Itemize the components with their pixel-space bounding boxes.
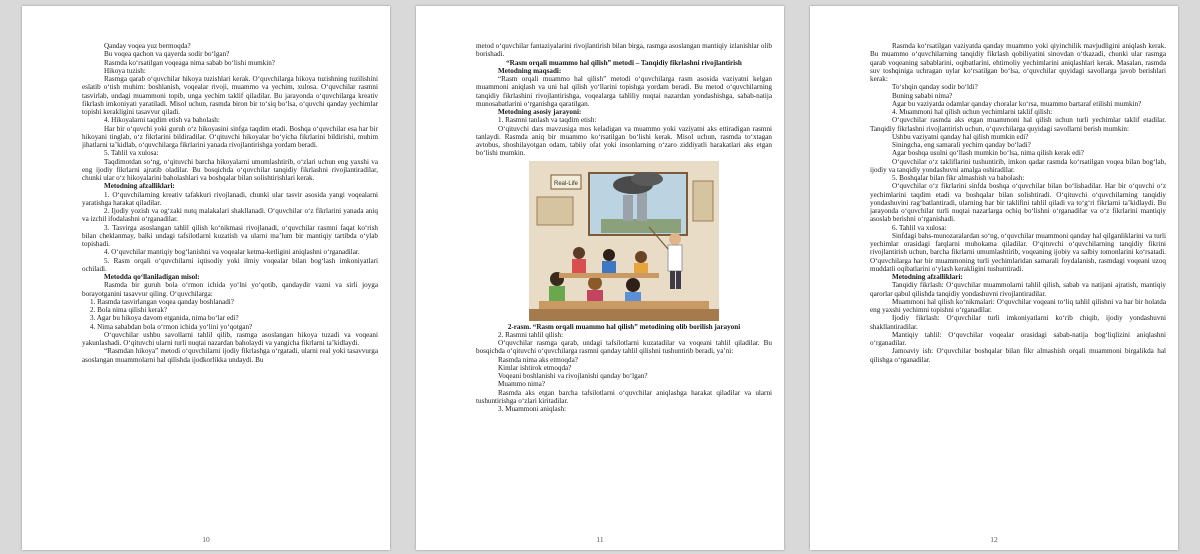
document-page-12 — [810, 6, 1178, 550]
page-text — [870, 42, 1166, 528]
section-heading: Metodning afzalliklari: — [104, 182, 175, 191]
paragraph: 1. O‘quvchilarning kreativ tafakkuri rivojlanadi, chunki ular tasvir asosida yangi voqealarni yaratishga harakat qiladilar. — [82, 190, 378, 207]
document-page-11 — [416, 6, 784, 550]
paragraph: To‘shqin qanday sodir bo‘ldi? — [892, 83, 978, 92]
paragraph: Bu voqea qachon va qayerda sodir bo‘lgan? — [104, 50, 230, 59]
paragraph: Hikoya tuzish: — [104, 66, 146, 75]
paragraph: Sinfdagi bahs-munozaralardan so‘ng, o‘quvchilar muammoni qanday hal qilganliklarini va turli yechimlar orasidagi farqlarni muhokama qiladilar. O‘qituvchi o‘quvchilarning tanqidiy fikrini rivojlantirish uchun, barcha fikrlarni umumlashtirib, voqeaning ijobiy va salbiy tomonlarini ko‘rsatadi. O‘quvchilarga har bir muammoning turli yechimlaridan samarali foydalanish, rasmdagi voqeani uzoq muddatli oqibatlarini o‘ylash kerakligini tushuntiradi. — [870, 231, 1166, 273]
paragraph: 3. Muammoni aniqlash: — [498, 405, 567, 413]
paragraph: Rasmga qarab o‘quvchilar hikoya tuzishlari kerak. O‘quvchilarga hikoya tuzishning tuzilishini eslatib o‘tish muhim: boshlanish, voqealar rivoji, muammo va yechim, xulosa. O‘quvchilar rasmni tasvirlab, undagi muammoni topib, unga yechim taklif qiladilar. Bu jarayonda o‘quvchilarga kreativ fikrlash imkoniyati yaratiladi. Misol uchun, rasmda biron bir to‘siq bo‘lsa, o‘quvchi qanday yechimlar topishi kerakligini tasavvur qiladi. — [82, 75, 378, 116]
paragraph: Ushbu vaziyatni qanday hal qilish mumkin edi? — [892, 132, 1029, 141]
paragraph: Muammo nima? — [498, 380, 545, 389]
paragraph: O‘quvchilar o‘z fikrlarini sinfda boshqa o‘quvchilar bilan bo‘lishadilar. Har bir o‘quvchi o‘z yechimlarini taqdim etadi va boshqalar bilan solishtiradi. O‘qituvchi o‘quvchilarning tanqidiy yondashuvini rag‘batlantiradi, ularning har bir taklifini tahlil qiladi va to‘g‘ri fikrlarni ta’kidlaydi. Bu jarayonda o‘quvchilar turli nuqtai nazarlarga ochiq bo‘lishni o‘rganadilar va o‘z fikrlarini mantiqiy asoslab berishni o‘rganishadi. — [870, 182, 1166, 224]
paragraph: 1. Rasmni tanlash va taqdim etish: — [498, 116, 597, 125]
page-text — [82, 42, 378, 528]
paragraph: 4. Nima sababdan bola o‘rmon ichida yo‘lini yo‘qotgan? — [90, 322, 253, 331]
paragraph: Mantiqiy tahlil: O‘quvchilar voqealar orasidagi sabab-natija bog‘liqlizini aniqlashni o‘rganadilar. — [870, 330, 1166, 347]
paragraph: Har bir o‘quvchi yoki guruh o‘z hikoyasini sinfga taqdim etadi. Boshqa o‘quvchilar esa har bir hikoyani tinglab, o‘z fikrlarini bildiradilar. O‘qituvchi hikoyalar bo‘yicha fikrlarini bildirishi, muhim jihatlarni ta’kidlab, o‘quvchilarga fikrlarini yanada rivojlantirishga yordam beradi. — [82, 124, 378, 149]
paragraph: Rasmda bir guruh bola o‘rmon ichida yo‘lni yo‘qotib, qandaydir vazni va sirli joyga borayotganini tasavvur qiling. O‘quvchilarga: — [82, 281, 378, 298]
paragraph: Rasmda ko‘rsatilgan voqeaga nima sabab bo‘lishi mumkin? — [104, 58, 275, 67]
paragraph: Qanday voqea yuz bermoqda? — [104, 42, 191, 50]
paragraph: O‘quvchilar rasmga qarab, undagi tafsilotlarni kuzatadilar va voqeani tahlil qiladilar. Bu bosqichda o‘qituvchi o‘quvchilarga rasmni qanday tahlil qilishni tushuntirib beradi, ya’ni: — [476, 339, 772, 356]
paragraph: 3. Agar bu hikoya davom etganida, nima bo‘lar edi? — [90, 314, 239, 323]
paragraph: 5. Tahlil va xulosa: — [104, 149, 159, 158]
paragraph: 2. Ijodiy yozish va og‘zaki nutq malakalari shakllanadi. O‘quvchilar o‘z fikrlarini yanada aniq va izchil ifodalashni o‘rganadilar. — [82, 207, 378, 224]
paragraph: 1. Rasmda tasvirlangan voqea qanday boshlanadi? — [90, 297, 234, 306]
section-heading: Metodda qo‘llaniladigan misol: — [104, 273, 200, 281]
paragraph: Siningcha, eng samarali yechim qanday bo‘ladi? — [892, 141, 1031, 149]
section-heading: Metodning afzalliklari: — [892, 273, 963, 281]
paragraph: Taqdimotdan so‘ng, o‘qituvchi barcha hikoyalarni umumlashtirib, o‘zlari uchun eng yaxshi va eng ijodiy fikrlarni ajratib oladilar. Bu bosqichda o‘quvchilar tanqidiy fikrlashni rivojlantiradilar, chunki ular o‘z hikoyalarini baholashlari va boshqalar bilan solishtirishlari kerak. — [82, 157, 378, 182]
paragraph: Agar bu vaziyatda odamlar qanday choralar ko‘rsa, muammo bartaraf etilishi mumkin? — [892, 99, 1142, 108]
page-number: 10 — [202, 535, 210, 544]
paragraph: 4. O‘quvchilar mantiqiy bog‘lanishni va voqealar ketma-ketligini aniqlashni o‘rganadilar. — [104, 248, 360, 257]
paragraph: Agar boshqa usulni qo‘llash mumkin bo‘lsa, nima qilish kerak edi? — [892, 149, 1084, 158]
sign-text: Real-Life — [553, 180, 579, 187]
document-page-10 — [22, 6, 390, 550]
paragraph: 4. Muammoni hal qilish uchun yechimlarni taklif qilish: — [892, 108, 1053, 116]
paragraph: O‘qituvchi dars mavzusiga mos keladigan va muammo yoki vaziyatni aks ettiradigan rasmni tanlaydi. Rasmda aniq bir muammo ko‘rsatilgan bo‘lishi kerak. Misol uchun, rasmda to‘xtagan avtobus, shoshilayotgan odam, tabiiy ofat yoki insonlarning o‘zaro ziddiyatli harakatlari aks etgan bo‘lishi mumkin. — [476, 124, 772, 158]
paragraph: Rasmda aks etgan barcha tafsilotlarni o‘quvchilar aniqlashga harakat qiladilar va ularni tushuntirishga o‘zlari kiritadilar. — [476, 388, 772, 405]
page-text — [476, 42, 772, 528]
paragraph: 2. Rasmni tahlil qilish: — [498, 330, 564, 339]
paragraph: Kimlar ishtirok etmoqda? — [498, 363, 572, 372]
section-heading: Metodning asosiy jarayoni: — [498, 108, 582, 116]
paragraph: 4. Hikoyalarni taqdim etish va baholash: — [104, 116, 220, 125]
classroom-illustration — [529, 161, 719, 321]
paragraph: Tanqidiy fikrlash: O‘quvchilar muammolarni tahlil qilish, sabab va natijani ajratish, mantiqiy qarorlar qabul qilishda tanqidiy yondashuvni rivojlantiradilar. — [870, 281, 1166, 298]
paragraph: Rasmda ko‘rsatilgan vaziyatda qanday muammo yoki qiyinchilik mavjudligini aniqlash kerak. Bu muammo o‘quvchilarning tanqidiy fikrlash qobiliyatini sinovdan o‘tkazadi, chunki ular rasmga qarab voqeaning sabablarini, oqibatlarini, ehtimoliy yechimlarini aniqlashlari kerak. Masalan, rasmda suv toshqiniga uchragan uylar ko‘rsatilgan bo‘lsa, o‘quvchilar quyidagi savollarga javob berishlari kerak: — [870, 42, 1166, 83]
paragraph: “Rasm orqali muammo hal qilish” metodi o‘quvchilarga rasm asosida vaziyatni kelgan muammoni aniqlash va uni hal qilish yo‘llarini topishga yordam beradi. Bu metod o‘quvchilarning tanqidiy fikrlashini rivojlantirishga, voqealarga tahliliy nuqtai nazardan yondashishga, sabab-natija munosabatlarini o‘rganishga qaratilgan. — [476, 75, 772, 108]
page-number: 12 — [990, 535, 998, 544]
section-heading: “Rasm orqali muammo hal qilish” metodi – Tanqidiy fikrlashni rivojlantirish — [506, 58, 742, 67]
paragraph: 5. Rasm orqali o‘quvchilarni iqtisodiy yoki ilmiy voqealar bilan bog‘lash imkoniyatlari ochiladi. — [82, 256, 378, 273]
paragraph: 2. Bola nima qilishi kerak? — [90, 306, 168, 314]
paragraph: O‘quvchilar ushbu savollarni tahlil qilib, rasmga asoslangan hikoya tuzadi va voqeani yakunlashadi. O‘qituvchi ularni turli nuqtai nazardan baholaydi va yangicha fikrlarni ta’kidlaydi. — [82, 330, 378, 347]
paragraph: “Rasmdan hikoya” metodi o‘quvchilarni ijodiy fikrlashga o‘rgatadi, ularni real yoki tasavvurga asoslangan muammolarni hal qilishda ijodkorlikka undaydi. Bu — [82, 347, 378, 364]
paragraph: Voqeani boshlanishi va rivojlanishi qanday bo‘lgan? — [498, 372, 648, 380]
paragraph: Buning sababi nima? — [892, 91, 953, 100]
paragraph: O‘quvchilar o‘z takliflarini tushuntirib, imkon qadar rasmda ko‘rsatilgan voqea bilan bog‘lab, ijodiy va tanqidiy yondashuvni amalga oshiradilar. — [870, 157, 1166, 174]
paragraph: Muammoni hal qilish ko‘nikmalari: O‘quvchilar voqeani to‘liq tahlil qilishni va har bir holatda eng yaxshi yechimni topishni o‘rganadilar. — [870, 297, 1166, 314]
paragraph: Rasmda nima aks etmoqda? — [498, 355, 578, 364]
paragraph: 6. Tahlil va xulosa: — [892, 223, 947, 232]
paragraph: Jamoaviy ish: O‘quvchilar boshqalar bilan fikr almashish orqali muammoni birgalikda hal qilishga o‘rganadilar. — [870, 347, 1166, 364]
paragraph: 5. Boshqalar bilan fikr almashish va baholash: — [892, 174, 1025, 182]
paragraph: O‘quvchilar rasmda aks etgan muammoni hal qilish uchun turli yechimlar taklif etadilar. Tanqidiy fikrlashni rivojlantirish uchun, o‘quvchilarga quyidagi savollarni berish mumkin: — [870, 116, 1166, 133]
paragraph: 3. Tasvirga asoslangan tahlil qilish ko‘nikmasi rivojlanadi, o‘quvchilar rasmni faqat ko‘rish bilan cheklanmay, balki undagi tafsilotlarni kuzatish va ularni ma’lum bir mantiqiy tartibda o‘ylab topishadi. — [82, 223, 378, 248]
paragraph: Ijodiy fikrlash: O‘quvchilar turli imkoniyatlarni ko‘rib chiqib, ijodiy yondashuvni shakllantiradilar. — [870, 314, 1166, 331]
section-heading: 2-rasm. “Rasm orqali muammo hal qilish” metodining olib borilish jarayoni — [507, 322, 741, 331]
page-number: 11 — [596, 535, 604, 544]
section-heading: Metodning maqsadi: — [498, 66, 562, 75]
paragraph: metod o‘quvchilar fantaziyalarini rivojlantirish bilan birga, rasmga asoslangan mantiqiy izlanishlar olib borishadi. — [476, 42, 772, 59]
